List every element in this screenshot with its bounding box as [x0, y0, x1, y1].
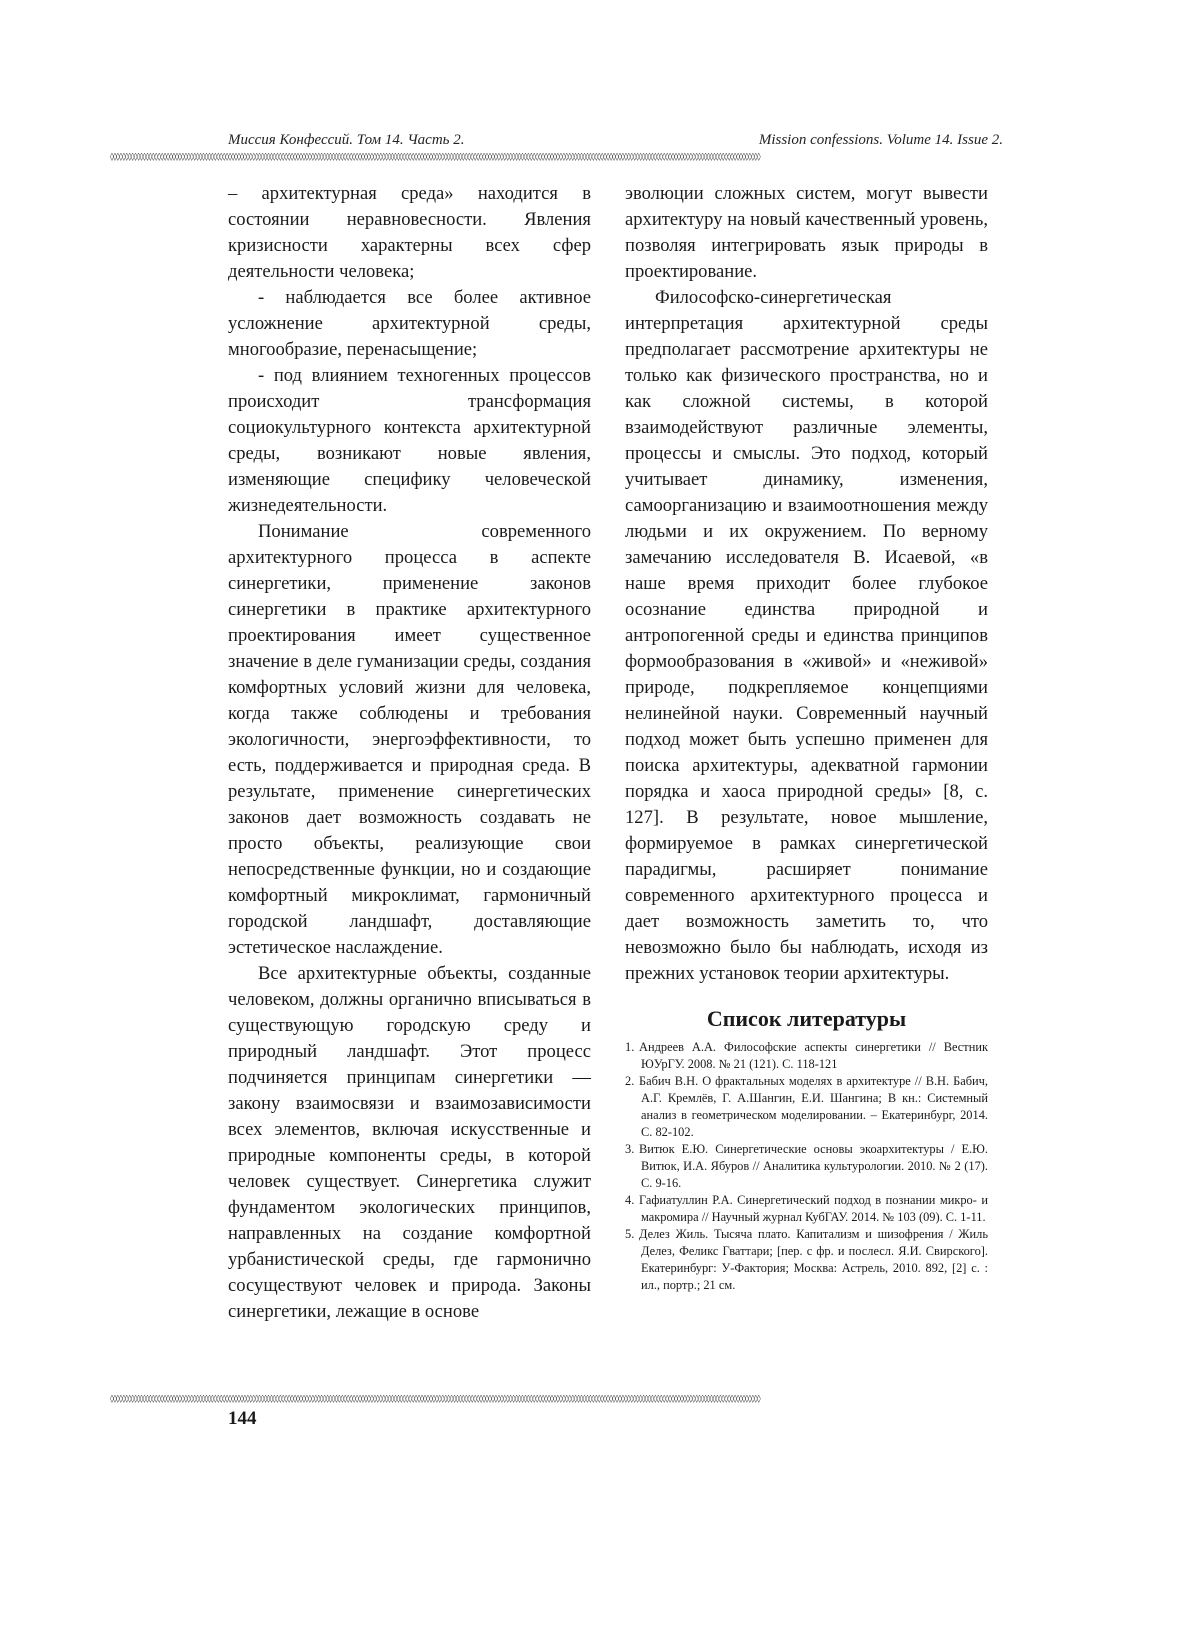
right-text-column	[625, 181, 988, 1294]
running-header	[228, 132, 1003, 154]
page-number: 144	[228, 1408, 257, 1429]
paragraph: - наблюдается все более активное усложнение архитектурной среды, многообразие, перенасыщение;	[228, 287, 591, 360]
paragraph: – архитектурная среда» находится в состоянии неравновесности. Явления кризисности характерны всех сфер деятельности человека;	[228, 183, 591, 282]
bottom-ornament-divider: ◊◊◊◊◊◊◊◊◊◊◊◊◊◊◊◊◊◊◊◊◊◊◊◊◊◊◊◊◊◊◊◊◊◊◊◊◊◊◊◊◊◊◊◊◊◊◊◊◊◊◊◊◊◊◊◊◊◊◊◊◊◊◊◊◊◊◊◊◊◊◊◊◊◊◊◊◊◊◊◊◊◊◊◊◊◊◊◊◊◊◊◊◊◊◊◊◊◊◊◊◊◊◊◊◊◊◊◊◊◊◊◊◊◊◊◊◊◊◊◊◊◊◊◊◊◊◊◊◊◊◊◊◊◊◊◊◊◊◊◊◊◊◊◊◊◊◊◊◊◊◊◊◊◊◊◊◊◊◊◊◊◊◊◊◊◊◊◊◊◊◊◊◊◊◊◊◊◊◊◊◊◊◊◊◊◊◊◊◊◊◊◊◊◊◊◊◊◊◊◊◊◊◊◊◊◊◊◊◊◊◊◊◊◊◊◊◊◊◊◊	[110, 1395, 760, 1403]
paragraph: Все архитектурные объекты, созданные человеком, должны органично вписываться в существующую городскую среду и природный ландшафт. Этот процесс подчиняется принципам синергетики — закону взаимосвязи и взаимозависимости всех элементов, включая искусственные и природные компоненты среды, в которой человек существует. Синергетика служит фундаментом экологических принципов, направленных на создание комфортной урбанистической среды, где гармонично сосуществуют человек и природа. Законы синергетики, лежащие в основе	[228, 963, 591, 1322]
reference-item: 5. Делез Жиль. Тысяча плато. Капитализм и шизофрения / Жиль Делез, Феликс Гваттари; [пер. с фр. и послесл. Я.И. Свирского]. Екатеринбург: У-Фактория; Москва: Астрель, 2010. 892, [2] с. : ил., портр.; 21 см.	[625, 1227, 988, 1292]
paragraph: эволюции сложных систем, могут вывести архитектуру на новый качественный уровень, позволяя интегрировать язык природы в проектирование.	[625, 183, 988, 282]
header-journal-en: Mission confessions. Volume 14. Issue 2.	[758, 132, 1003, 148]
references-heading: Список литературы	[706, 1006, 907, 1031]
paragraph: - под влиянием техногенных процессов происходит трансформация социокультурного контекста архитектурной среды, возникают новые явления, изменяющие специфику человеческой жизнедеятельности.	[228, 365, 591, 516]
header-journal-ru: Миссия Конфессий. Том 14. Часть 2.	[228, 132, 465, 148]
reference-item: 3. Витюк Е.Ю. Синергетические основы экоархитектуры / Е.Ю. Витюк, И.А. Ябуров // Аналитика культурологии. 2010. № 2 (17). С. 9-16.	[625, 1142, 988, 1190]
paragraph: Философско-синергетическая интерпретация архитектурной среды предполагает рассмотрение архитектуры не только как физического пространства, но и как сложной системы, в которой взаимодействуют различные элементы, процессы и смыслы. Это подход, который учитывает динамику, изменения, самоорганизацию и взаимоотношения между людьми и их окружением. По верному замечанию исследователя В. Исаевой, «в наше время приходит более глубокое осознание единства природной и антропогенной среды и единства принципов формообразования в «живой» и «неживой» природе, подкрепляемое концепциями нелинейной науки. Современный научный подход может быть успешно применен для поиска архитектуры, адекватной гармонии порядка и хаоса природной среды» [8, с. 127]. В результате, новое мышление, формируемое в рамках синергетической парадигмы, расширяет понимание современного архитектурного процесса и дает возможность заметить то, что невозможно было бы наблюдать, исходя из прежних установок теории архитектуры.	[625, 287, 988, 984]
left-text-column	[228, 181, 591, 1325]
reference-item: 2. Бабич В.Н. О фрактальных моделях в архитектуре // В.Н. Бабич, А.Г. Кремлёв, Г. А.Шангин, Е.И. Шангина; В кн.: Системный анализ в геометрическом моделировании. – Екатеринбург, 2014. С. 82-102.	[625, 1074, 988, 1139]
references-list	[625, 1039, 988, 1294]
reference-item: 4. Гафиатуллин Р.А. Синергетический подход в познании микро- и макромира // Научный журнал КубГАУ. 2014. № 103 (09). С. 1-11.	[625, 1193, 988, 1224]
top-ornament-divider: ◊◊◊◊◊◊◊◊◊◊◊◊◊◊◊◊◊◊◊◊◊◊◊◊◊◊◊◊◊◊◊◊◊◊◊◊◊◊◊◊◊◊◊◊◊◊◊◊◊◊◊◊◊◊◊◊◊◊◊◊◊◊◊◊◊◊◊◊◊◊◊◊◊◊◊◊◊◊◊◊◊◊◊◊◊◊◊◊◊◊◊◊◊◊◊◊◊◊◊◊◊◊◊◊◊◊◊◊◊◊◊◊◊◊◊◊◊◊◊◊◊◊◊◊◊◊◊◊◊◊◊◊◊◊◊◊◊◊◊◊◊◊◊◊◊◊◊◊◊◊◊◊◊◊◊◊◊◊◊◊◊◊◊◊◊◊◊◊◊◊◊◊◊◊◊◊◊◊◊◊◊◊◊◊◊◊◊◊◊◊◊◊◊◊◊◊◊◊◊◊◊◊◊◊◊◊◊◊◊◊◊◊◊◊◊◊◊◊◊◊	[110, 153, 760, 161]
paragraph: Понимание современного архитектурного процесса в аспекте синергетики, применение законов синергетики в практике архитектурного проектирования имеет существенное значение в деле гуманизации среды, создания комфортных условий жизни для человека, когда также соблюдены и требования экологичности, энергоэффективности, то есть, поддерживается и природная среда. В результате, применение синергетических законов дает возможность создавать не просто объекты, реализующие свои непосредственные функции, но и создающие комфортный микроклимат, гармоничный городской ландшафт, доставляющие эстетическое наслаждение.	[228, 521, 591, 958]
reference-item: 1. Андреев А.А. Философские аспекты синергетики // Вестник ЮУрГУ. 2008. № 21 (121). С. 118-121	[625, 1040, 988, 1071]
